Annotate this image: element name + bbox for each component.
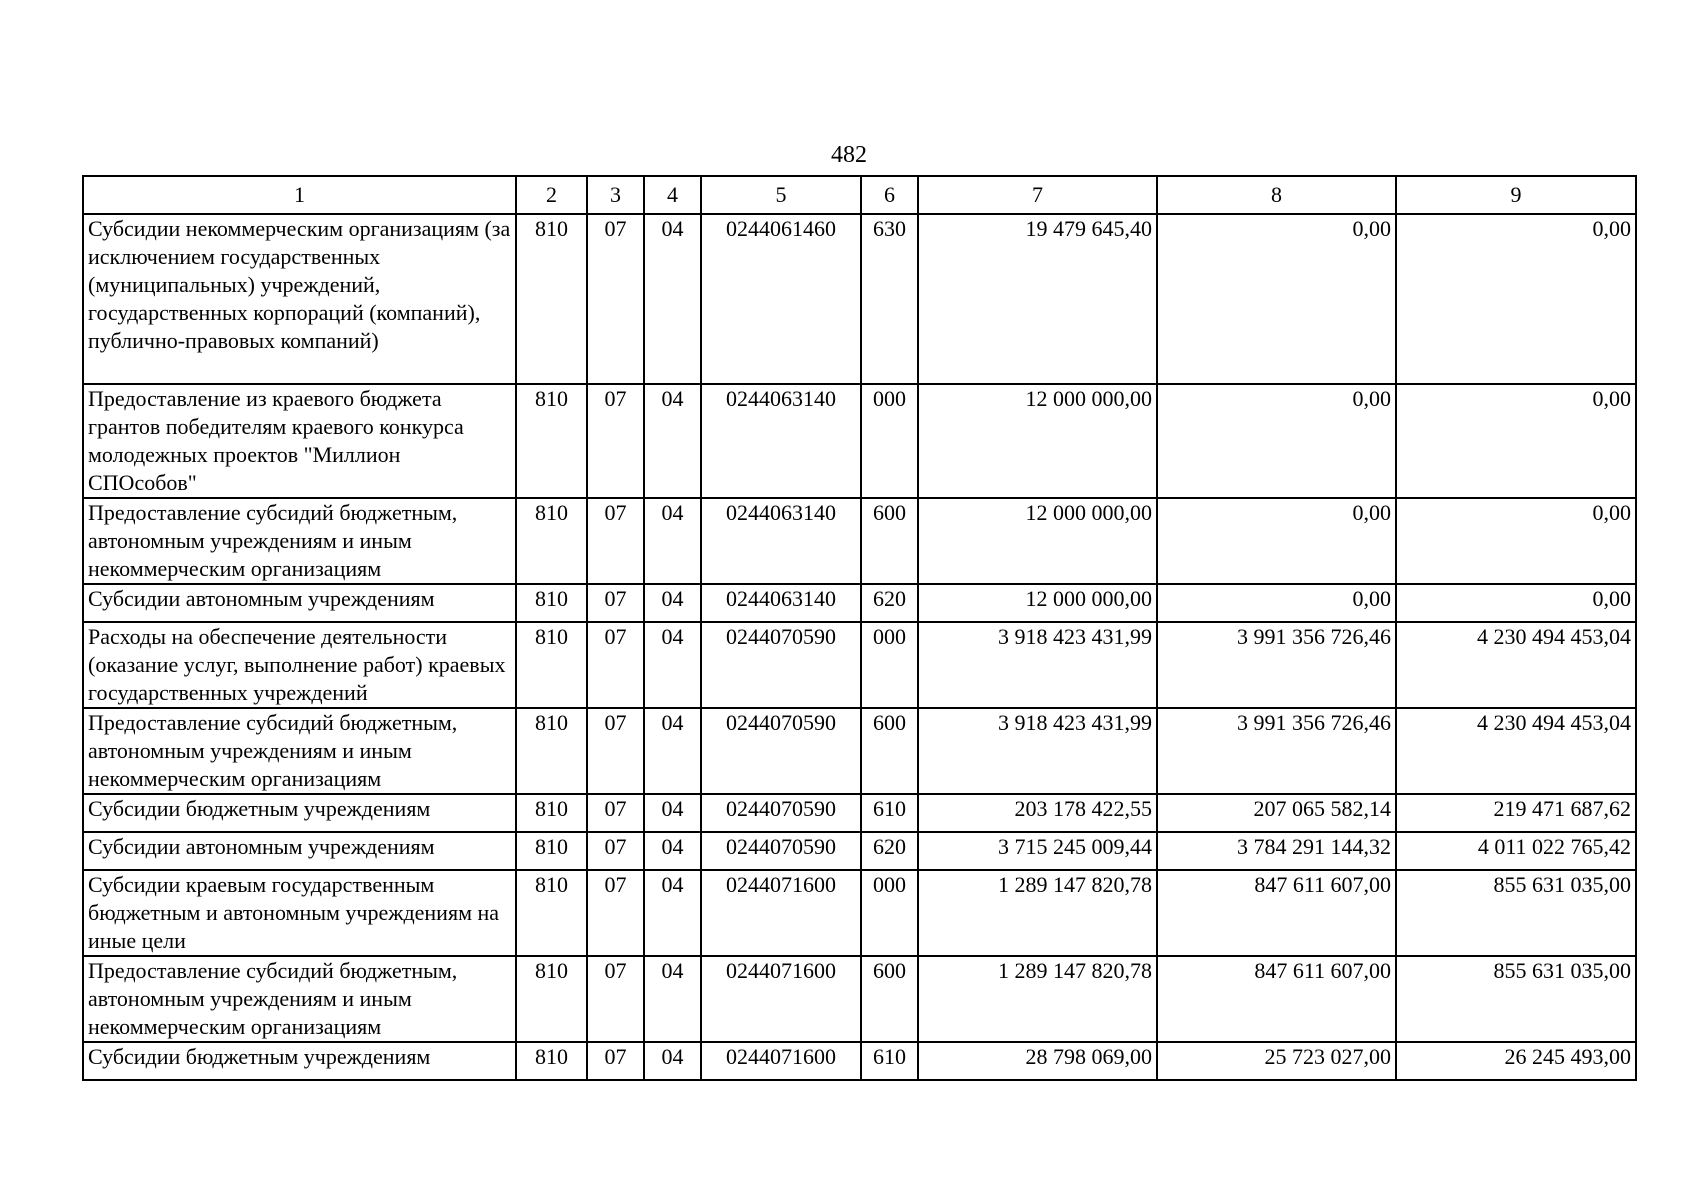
cell-code-6: 610 [861, 794, 918, 832]
row-name: Расходы на обеспечение деятельности (оказание услуг, выполнение работ) краевых государственных учреждений [83, 622, 516, 708]
cell-code-5: 0244063140 [701, 384, 861, 498]
cell-amount-9: 0,00 [1396, 498, 1636, 584]
cell-amount-8: 0,00 [1157, 584, 1396, 622]
cell-amount-7: 3 918 423 431,99 [918, 708, 1157, 794]
cell-code-4: 04 [644, 794, 701, 832]
cell-amount-8: 207 065 582,14 [1157, 794, 1396, 832]
cell-code-2: 810 [516, 832, 587, 870]
cell-code-3: 07 [587, 956, 644, 1042]
cell-code-4: 04 [644, 956, 701, 1042]
cell-amount-9: 219 471 687,62 [1396, 794, 1636, 832]
cell-code-5: 0244063140 [701, 498, 861, 584]
cell-code-3: 07 [587, 832, 644, 870]
cell-amount-9: 4 011 022 765,42 [1396, 832, 1636, 870]
cell-amount-9: 855 631 035,00 [1396, 956, 1636, 1042]
cell-amount-7: 1 289 147 820,78 [918, 870, 1157, 956]
cell-amount-9: 855 631 035,00 [1396, 870, 1636, 956]
cell-amount-8: 847 611 607,00 [1157, 870, 1396, 956]
cell-code-6: 620 [861, 832, 918, 870]
cell-code-5: 0244070590 [701, 622, 861, 708]
cell-code-6: 600 [861, 708, 918, 794]
cell-code-6: 600 [861, 498, 918, 584]
cell-amount-7: 12 000 000,00 [918, 384, 1157, 498]
table-row [83, 498, 1636, 584]
table-row [83, 832, 1636, 870]
row-name: Предоставление субсидий бюджетным, автономным учреждениям и иным некоммерческим организациям [83, 498, 516, 584]
header-cell: 6 [861, 176, 918, 214]
budget-table [82, 175, 1637, 1081]
cell-code-3: 07 [587, 384, 644, 498]
cell-code-2: 810 [516, 870, 587, 956]
cell-code-4: 04 [644, 622, 701, 708]
row-name: Предоставление из краевого бюджета грантов победителям краевого конкурса молодежных проектов "Миллион СПОсобов" [83, 384, 516, 498]
header-cell: 7 [918, 176, 1157, 214]
cell-amount-7: 3 918 423 431,99 [918, 622, 1157, 708]
cell-amount-9: 0,00 [1396, 214, 1636, 384]
cell-code-6: 630 [861, 214, 918, 384]
cell-code-5: 0244070590 [701, 708, 861, 794]
page-number: 482 [831, 142, 867, 168]
cell-amount-7: 12 000 000,00 [918, 498, 1157, 584]
cell-code-6: 000 [861, 622, 918, 708]
cell-amount-7: 28 798 069,00 [918, 1042, 1157, 1080]
cell-amount-8: 3 784 291 144,32 [1157, 832, 1396, 870]
header-row [83, 176, 1636, 214]
cell-code-2: 810 [516, 384, 587, 498]
table-row [83, 622, 1636, 708]
header-cell: 4 [644, 176, 701, 214]
table-row [83, 708, 1636, 794]
cell-code-5: 0244071600 [701, 1042, 861, 1080]
cell-code-3: 07 [587, 1042, 644, 1080]
cell-code-2: 810 [516, 708, 587, 794]
cell-code-4: 04 [644, 870, 701, 956]
cell-code-5: 0244070590 [701, 832, 861, 870]
cell-amount-8: 0,00 [1157, 498, 1396, 584]
header-cell: 5 [701, 176, 861, 214]
cell-code-5: 0244061460 [701, 214, 861, 384]
table-row [83, 384, 1636, 498]
cell-code-2: 810 [516, 498, 587, 584]
cell-amount-7: 12 000 000,00 [918, 584, 1157, 622]
cell-code-4: 04 [644, 384, 701, 498]
cell-code-4: 04 [644, 214, 701, 384]
cell-code-5: 0244070590 [701, 794, 861, 832]
cell-amount-9: 4 230 494 453,04 [1396, 622, 1636, 708]
table-row [83, 1042, 1636, 1080]
header-cell: 2 [516, 176, 587, 214]
cell-code-5: 0244071600 [701, 870, 861, 956]
cell-code-2: 810 [516, 214, 587, 384]
cell-code-2: 810 [516, 584, 587, 622]
cell-code-2: 810 [516, 794, 587, 832]
row-name: Предоставление субсидий бюджетным, автономным учреждениям и иным некоммерческим организациям [83, 956, 516, 1042]
header-cell: 9 [1396, 176, 1636, 214]
table-row [83, 584, 1636, 622]
cell-code-3: 07 [587, 708, 644, 794]
cell-code-3: 07 [587, 794, 644, 832]
cell-amount-9: 0,00 [1396, 584, 1636, 622]
cell-amount-9: 26 245 493,00 [1396, 1042, 1636, 1080]
cell-amount-8: 3 991 356 726,46 [1157, 622, 1396, 708]
cell-code-6: 600 [861, 956, 918, 1042]
cell-code-5: 0244071600 [701, 956, 861, 1042]
cell-code-4: 04 [644, 498, 701, 584]
cell-amount-9: 0,00 [1396, 384, 1636, 498]
cell-code-5: 0244063140 [701, 584, 861, 622]
cell-amount-7: 3 715 245 009,44 [918, 832, 1157, 870]
row-name: Предоставление субсидий бюджетным, автономным учреждениям и иным некоммерческим организациям [83, 708, 516, 794]
cell-amount-8: 847 611 607,00 [1157, 956, 1396, 1042]
row-name: Субсидии автономным учреждениям [83, 832, 516, 870]
row-name: Субсидии автономным учреждениям [83, 584, 516, 622]
row-name: Субсидии некоммерческим организациям (за исключением государственных (муниципальных) учреждений, государственных корпораций (компаний), публично-правовых компаний) [83, 214, 516, 384]
cell-code-4: 04 [644, 584, 701, 622]
cell-code-6: 000 [861, 870, 918, 956]
row-name: Субсидии краевым государственным бюджетным и автономным учреждениям на иные цели [83, 870, 516, 956]
cell-code-4: 04 [644, 708, 701, 794]
cell-amount-8: 25 723 027,00 [1157, 1042, 1396, 1080]
cell-amount-7: 1 289 147 820,78 [918, 956, 1157, 1042]
cell-code-2: 810 [516, 1042, 587, 1080]
cell-amount-8: 0,00 [1157, 214, 1396, 384]
cell-amount-7: 19 479 645,40 [918, 214, 1157, 384]
cell-code-4: 04 [644, 1042, 701, 1080]
header-cell: 3 [587, 176, 644, 214]
cell-code-6: 000 [861, 384, 918, 498]
row-name: Субсидии бюджетным учреждениям [83, 1042, 516, 1080]
cell-code-3: 07 [587, 870, 644, 956]
cell-code-3: 07 [587, 622, 644, 708]
header-cell: 8 [1157, 176, 1396, 214]
cell-amount-8: 0,00 [1157, 384, 1396, 498]
cell-code-3: 07 [587, 214, 644, 384]
cell-code-4: 04 [644, 832, 701, 870]
cell-code-2: 810 [516, 956, 587, 1042]
cell-amount-9: 4 230 494 453,04 [1396, 708, 1636, 794]
row-name: Субсидии бюджетным учреждениям [83, 794, 516, 832]
cell-code-3: 07 [587, 584, 644, 622]
cell-code-2: 810 [516, 622, 587, 708]
table-row [83, 794, 1636, 832]
cell-amount-8: 3 991 356 726,46 [1157, 708, 1396, 794]
table-row [83, 870, 1636, 956]
cell-amount-7: 203 178 422,55 [918, 794, 1157, 832]
header-cell: 1 [83, 176, 516, 214]
table-row [83, 214, 1636, 384]
cell-code-6: 620 [861, 584, 918, 622]
cell-code-3: 07 [587, 498, 644, 584]
cell-code-6: 610 [861, 1042, 918, 1080]
table-row [83, 956, 1636, 1042]
